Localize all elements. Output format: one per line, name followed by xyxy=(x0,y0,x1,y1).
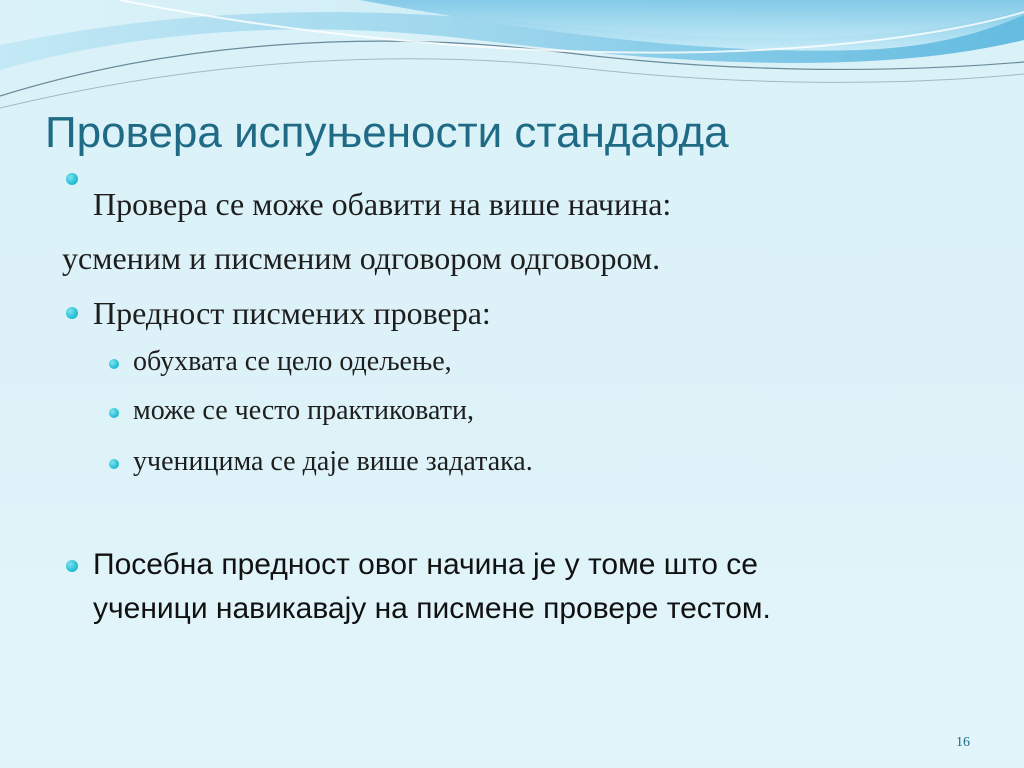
continuation-text: усменим и писменим одговором одговором. xyxy=(62,240,661,276)
round-bullet-icon xyxy=(66,307,78,319)
bullet-text: Посебна предност овог начина је у томе што се xyxy=(93,548,758,581)
bullet-text-continuation: ученици навикавају на писмене провере тестом. xyxy=(93,592,771,625)
bullet-text: Провера се може обавити на више начина: xyxy=(93,186,672,222)
slide-title: Провера испуњености стандарда xyxy=(45,108,729,157)
round-bullet-icon xyxy=(109,359,119,369)
sub-bullet-text: ученицима се даје више задатака. xyxy=(133,446,533,477)
page-number: 16 xyxy=(956,735,970,750)
round-bullet-icon xyxy=(66,173,78,185)
round-bullet-icon xyxy=(66,560,78,572)
wave-decoration xyxy=(0,0,1024,120)
bullet-text: Предност писмених провера: xyxy=(93,295,491,331)
round-bullet-icon xyxy=(109,459,119,469)
round-bullet-icon xyxy=(109,408,119,418)
sub-bullet-text: обухвата се цело одељење, xyxy=(133,346,452,377)
sub-bullet-text: може се често практиковати, xyxy=(133,395,474,426)
